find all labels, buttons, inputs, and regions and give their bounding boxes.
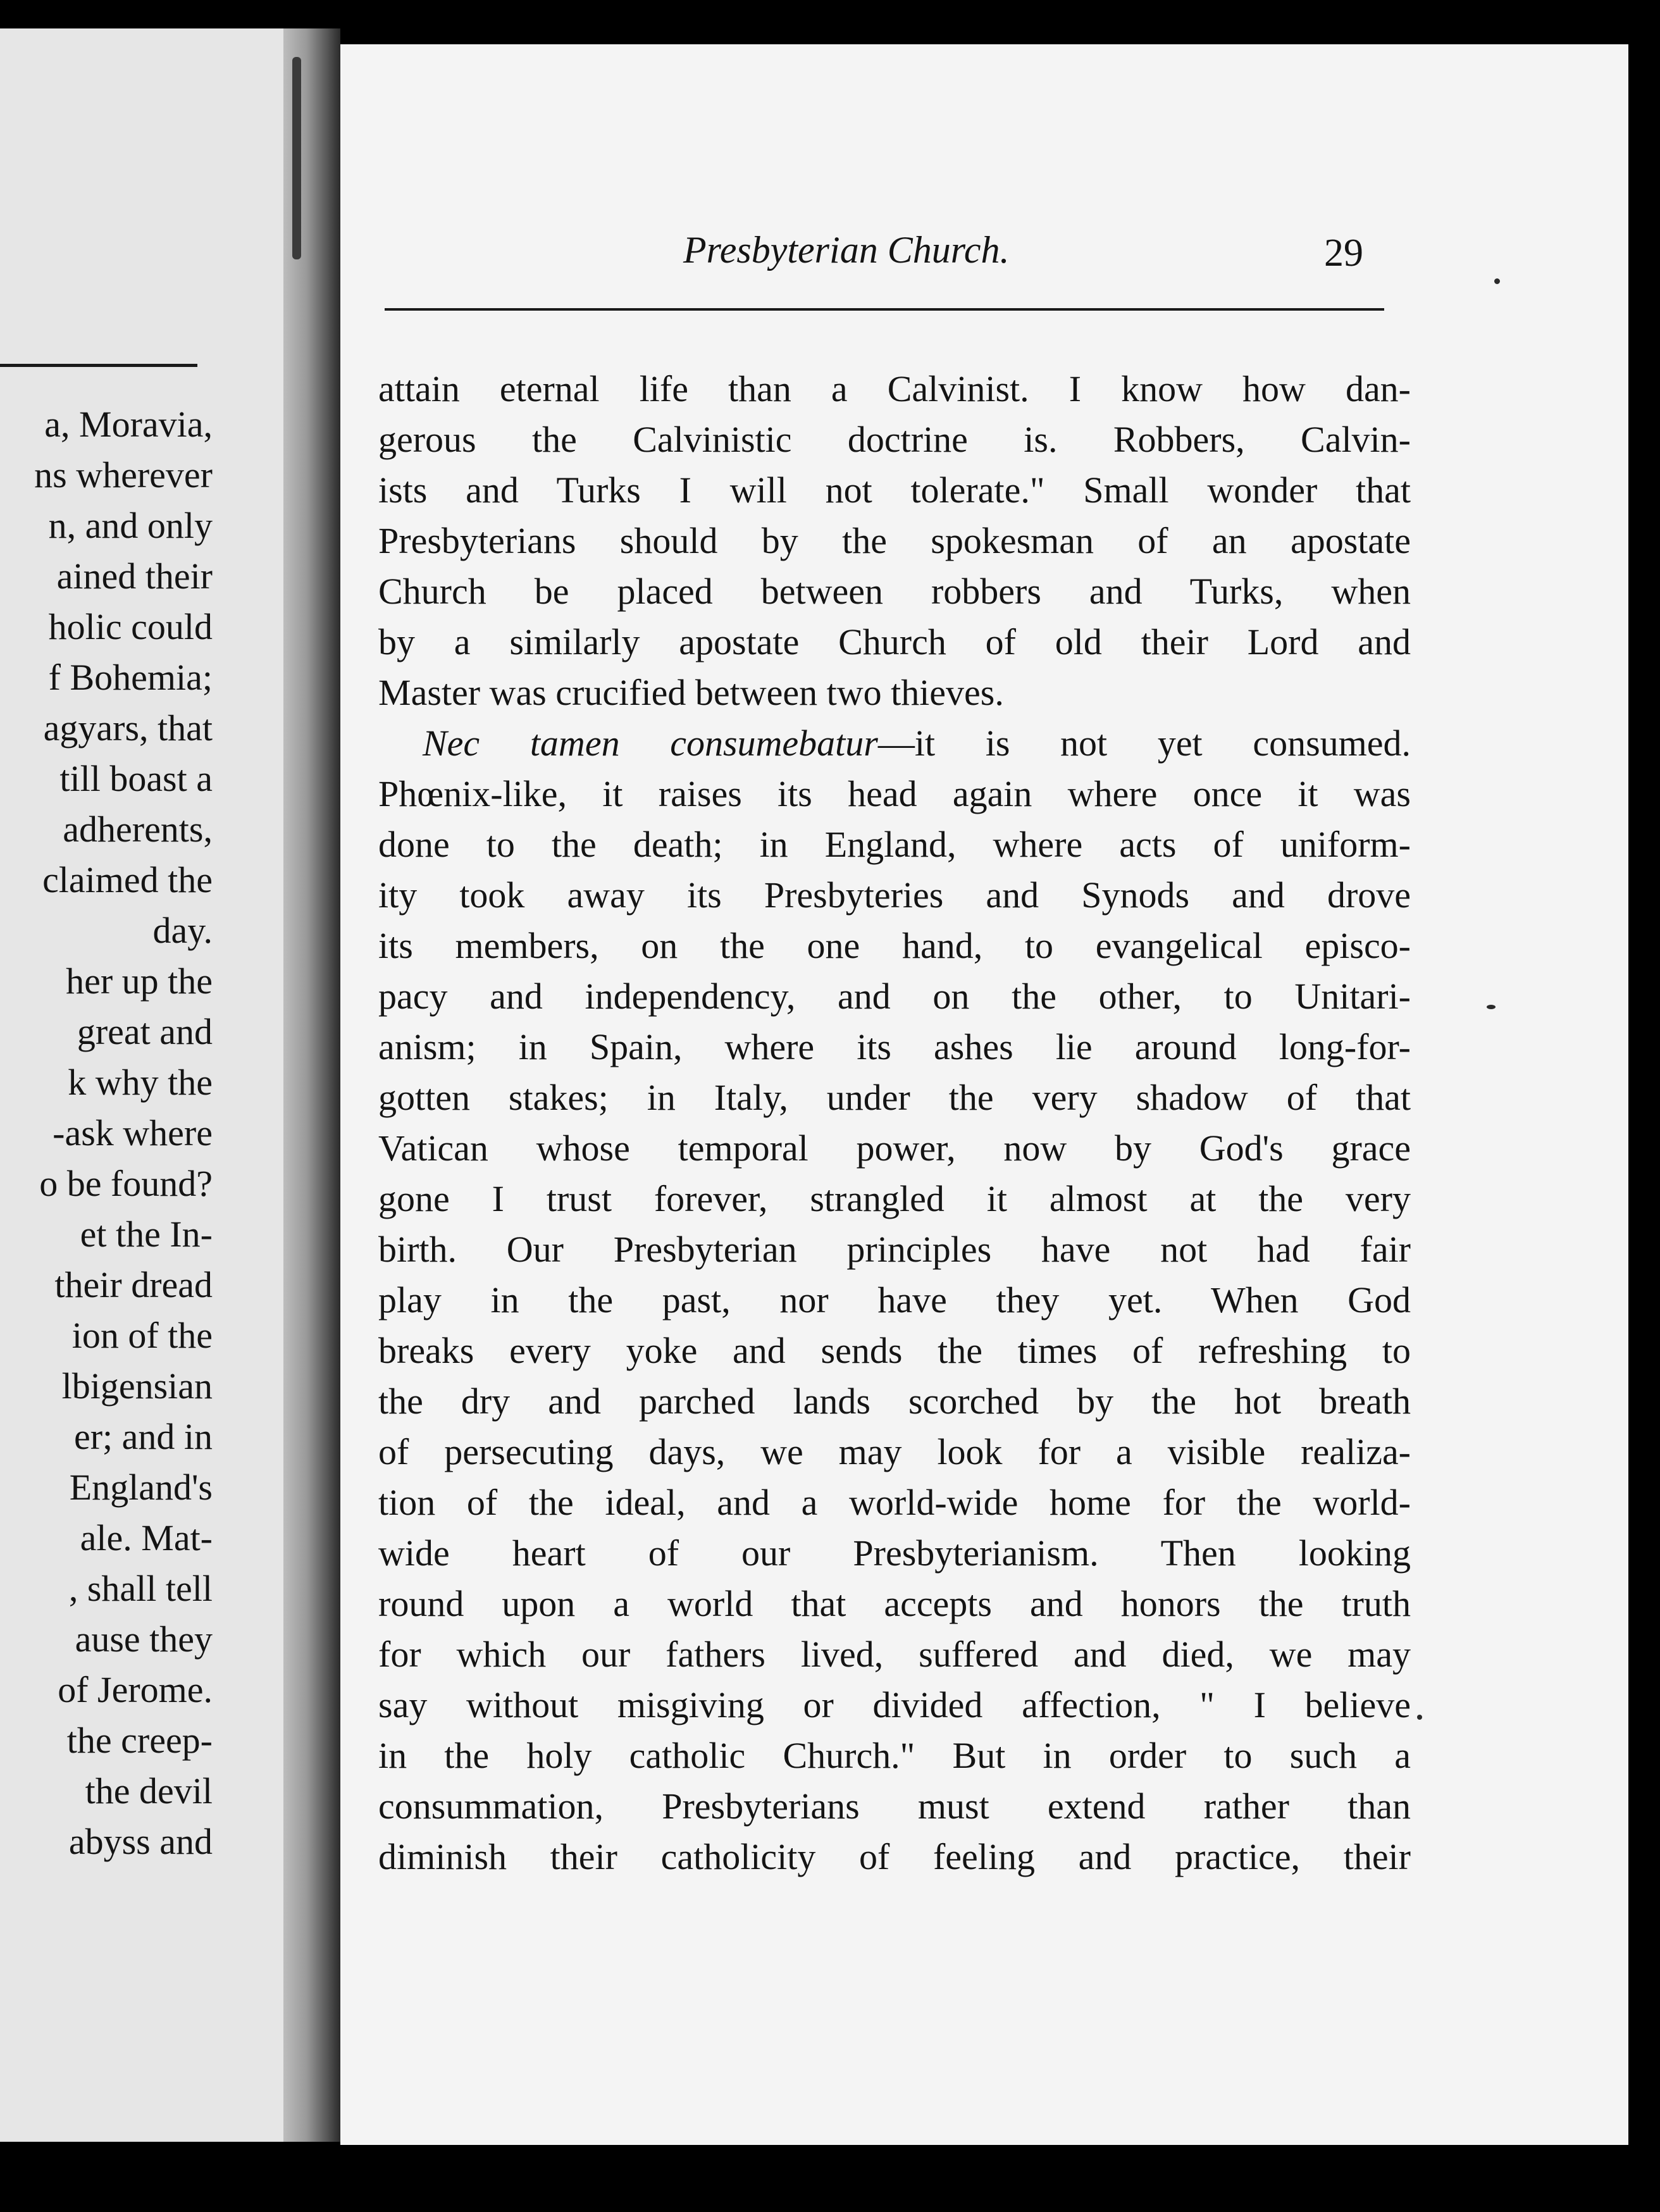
- page-number: 29: [1324, 232, 1363, 275]
- text-line: breaks every yoke and sends the times of refreshing to: [378, 1330, 1411, 1371]
- text-line: say without misgiving or divided affection, " I believe: [378, 1684, 1411, 1725]
- text-line: its members, on the one hand, to evangelical episco-: [378, 925, 1411, 966]
- text-line: lbigensian: [61, 1365, 213, 1407]
- text-line: attain eternal life than a Calvinist. I know how dan-: [378, 368, 1411, 409]
- text-line: gerous the Calvinistic doctrine is. Robbers, Calvin-: [378, 419, 1411, 460]
- running-head: Presbyterian Church.: [683, 229, 1010, 271]
- text-line: for which our fathers lived, suffered and died, we may: [378, 1634, 1411, 1675]
- text-line: tion of the ideal, and a world-wide home for the world-: [378, 1482, 1411, 1523]
- book-gutter: [283, 28, 340, 2142]
- text-line: adherents,: [63, 809, 213, 850]
- text-line: -ask where: [53, 1112, 213, 1153]
- text-line: ity took away its Presbyteries and Synods and drove: [378, 874, 1411, 916]
- text-line: ns wherever: [34, 454, 213, 495]
- paragraph-1: [378, 364, 1411, 718]
- text-line: England's: [69, 1467, 213, 1508]
- text-line: their dread: [54, 1264, 213, 1305]
- text-line: pacy and independency, and on the other, to Unitari-: [378, 976, 1411, 1017]
- text-line: f Bohemia;: [48, 657, 213, 698]
- text-line: gone I trust forever, strangled it almost at the very: [378, 1178, 1411, 1219]
- text-line: great and: [77, 1011, 213, 1052]
- text-line: Presbyterians should by the spokesman of an apostate: [378, 520, 1411, 561]
- left-page-text: [0, 399, 213, 1867]
- text-line: gotten stakes; in Italy, under the very shadow of that: [378, 1077, 1411, 1118]
- text-line: ale. Mat-: [80, 1517, 213, 1558]
- text-line: Church be placed between robbers and Turks, when: [378, 571, 1411, 612]
- text-line: claimed the: [42, 859, 213, 900]
- text-line: the devil: [85, 1770, 213, 1811]
- text-line: Phœnix-like, it raises its head again where once it was: [378, 773, 1411, 814]
- paragraph-line: [378, 718, 1411, 769]
- text-line: done to the death; in England, where acts of uniform-: [378, 824, 1411, 865]
- text-line: diminish their catholicity of feeling and practice, their: [378, 1836, 1411, 1877]
- text-line: by a similarly apostate Church of old their Lord and: [378, 621, 1411, 662]
- page-speck: [1494, 278, 1500, 284]
- text-line: ion of the: [71, 1315, 213, 1356]
- left-page: [0, 28, 283, 2142]
- text-line: of Jerome.: [58, 1669, 213, 1710]
- text-line: Master was crucified between two thieves.: [378, 672, 1004, 713]
- paragraph-2: [378, 718, 1411, 1882]
- text-line: in the holy catholic Church." But in order to such a: [378, 1735, 1411, 1776]
- text-line: ause they: [75, 1619, 213, 1660]
- text-line: wide heart of our Presbyterianism. Then looking: [378, 1532, 1411, 1574]
- text-line: consummation, Presbyterians must extend rather than: [378, 1786, 1411, 1827]
- text-line: day.: [152, 910, 213, 951]
- binding-edge: [292, 57, 301, 259]
- text-line: a, Moravia,: [44, 404, 213, 445]
- text-line: her up the: [66, 960, 213, 1002]
- text-line: anism; in Spain, where its ashes lie around long-for-: [378, 1026, 1411, 1067]
- text-line: k why the: [68, 1062, 213, 1103]
- text-line: abyss and: [68, 1821, 213, 1862]
- text-line: er; and in: [73, 1416, 213, 1457]
- text-line: round upon a world that accepts and honors the truth: [378, 1583, 1411, 1624]
- text-line: et the In-: [80, 1214, 213, 1255]
- text-line: play in the past, nor have they yet. When God: [378, 1279, 1411, 1320]
- page-speck: [1417, 1715, 1422, 1720]
- paragraph-line-rest: —it is not yet consumed.: [877, 723, 1411, 764]
- text-line: birth. Our Presbyterian principles have not had fair: [378, 1229, 1411, 1270]
- text-line: of persecuting days, we may look for a visible realiza-: [378, 1431, 1411, 1472]
- left-page-rule: [0, 364, 197, 367]
- text-line: , shall tell: [68, 1568, 213, 1609]
- text-line: Vatican whose temporal power, now by God's grace: [378, 1128, 1411, 1169]
- latin-phrase: Nec tamen consumebatur: [423, 723, 878, 764]
- right-page: [340, 44, 1628, 2145]
- text-line: till boast a: [59, 758, 213, 799]
- text-line: the dry and parched lands scorched by the hot breath: [378, 1381, 1411, 1422]
- text-line: ained their: [56, 556, 213, 597]
- text-line: ists and Turks I will not tolerate." Small wonder that: [378, 469, 1411, 511]
- text-line: agyars, that: [43, 707, 213, 749]
- page-speck: [1487, 1005, 1496, 1009]
- text-line: the creep-: [66, 1720, 213, 1761]
- header-rule: [385, 308, 1384, 311]
- text-line: holic could: [48, 606, 213, 647]
- text-line: o be found?: [39, 1163, 213, 1204]
- text-line: n, and only: [48, 505, 213, 546]
- body-text: [378, 364, 1411, 1882]
